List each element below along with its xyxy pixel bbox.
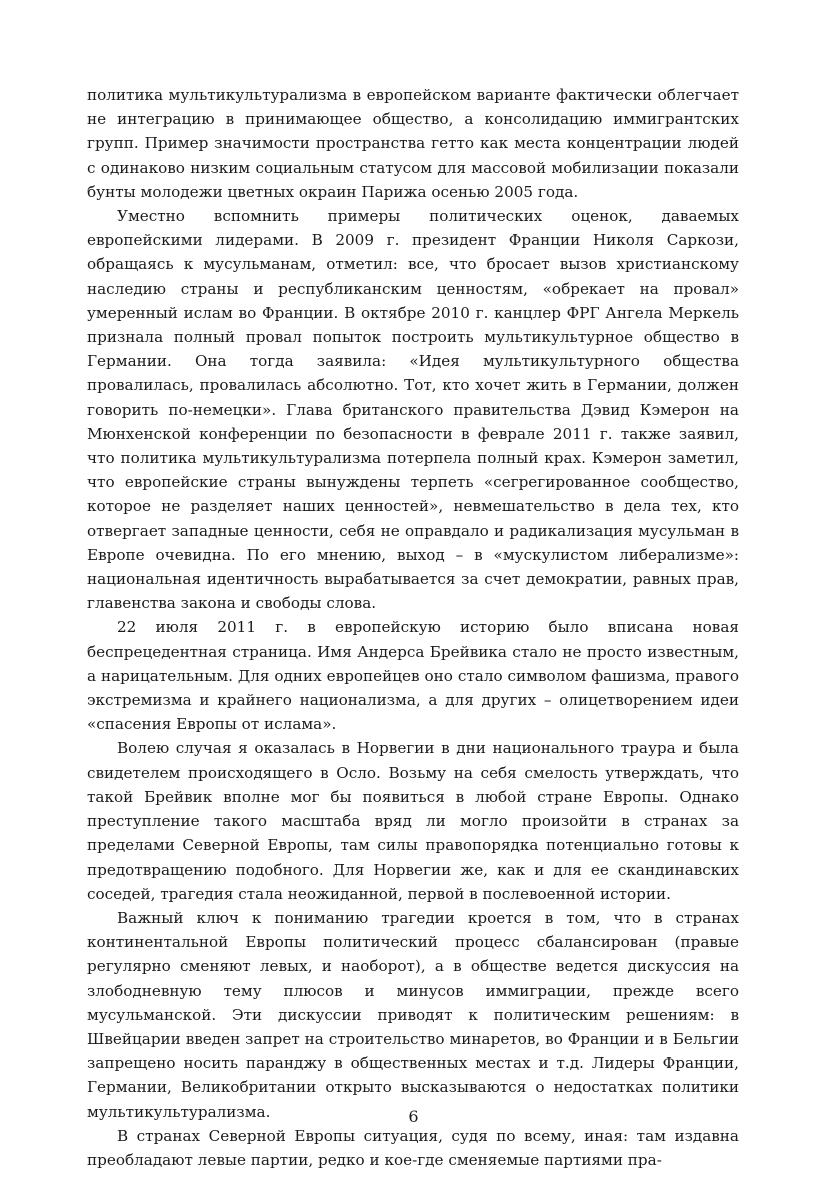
- page-number: 6: [408, 1107, 419, 1126]
- paragraph-norway: Волею случая я оказалась в Норвегии в дни национального траура и была свидетелем происходящего в Осло. Возьму на себя смелость утверждать, что такой Брейвик вполне мог бы появиться в любой стране Европы. Однако преступление такого масштаба вряд ли могло произойти в странах за пределами Северной Европы, там силы правопорядка потенциально готовы к предотвращению подобного. Для Норвегии же, как и для ее скандинавских соседей, трагедия стала неожиданной, первой в послевоенной истории.: [87, 739, 739, 903]
- paragraph-key-to-tragedy: Важный ключ к пониманию трагедии кроется в том, что в странах континентальной Европы политический процесс сбалансирован (правые регулярно сменяют левых, и наоборот), а в обществе ведется дискуссия на злободневную тему плюсов и минусов иммиграции, прежде всего мусульманской. Эти дискуссии приводят к политическим решениям: в Швейцарии введен запрет на строительство минаретов, во Франции и в Бельгии запрещено носить паранджу в общественных местах и т.д. Лидеры Франции, Германии, Великобритании открыто высказываются о недостатках политики мультикультурализма.: [87, 908, 739, 1121]
- paragraph-july-2011: 22 июля 2011 г. в европейскую историю было вписана новая беспрецедентная страница. Имя Андерса Брейвика стало не просто известным, а нарицательным. Для одних европейцев оно стало символом фашизма, правого экстремизма и крайнего национализма, а для других – олицетворением идеи «спасения Европы от ислама».: [87, 618, 739, 734]
- document-page: [87, 83, 739, 1172]
- paragraph-continued: политика мультикультурализма в европейском варианте фактически облегчает не интеграцию в принимающее общество, а консолидацию иммигрантских групп. Пример значимости пространства гетто как места концентрации людей с одинаково низким социальным статусом для массовой мобилизации показали бунты молодежи цветных окраин Парижа осенью 2005 года.: [87, 86, 739, 201]
- paragraph-leaders-assessments: Уместно вспомнить примеры политических оценок, даваемых европейскими лидерами. В 2009 г. президент Франции Николя Саркози, обращаясь к мусульманам, отметил: все, что бросает вызов христианскому наследию страны и республиканским ценностям, «обрекает на провал» умеренный ислам во Франции. В октябре 2010 г. канцлер ФРГ Ангела Меркель признала полный провал попыток построить мультикультурное общество в Германии. Она тогда заявила: «Идея мультикультурного общества провалилась, провалилась абсолютно. Тот, кто хочет жить в Германии, должен говорить по-немецки». Глава британского правительства Дэвид Кэмерон на Мюнхенской конференции по безопасности в феврале 2011 г. также заявил, что политика мультикультурализма потерпела полный крах. Кэмерон заметил, что европейские страны вынуждены терпеть «сегрегированное сообщество, которое не разделяет наших ценностей», невмешательство в дела тех, кто отвергает западные ценности, себя не оправдало и радикализация мусульман в Европе очевидна. По его мнению, выход – в «мускулистом либерализме»: национальная идентичность вырабатывается за счет демократии, равных прав, главенства закона и свободы слова.: [87, 207, 739, 613]
- paragraph-northern-europe: В странах Северной Европы ситуация, судя по всему, иная: там издавна преобладают левые партии, редко и кое-где сменяемые партиями пра-: [87, 1126, 739, 1169]
